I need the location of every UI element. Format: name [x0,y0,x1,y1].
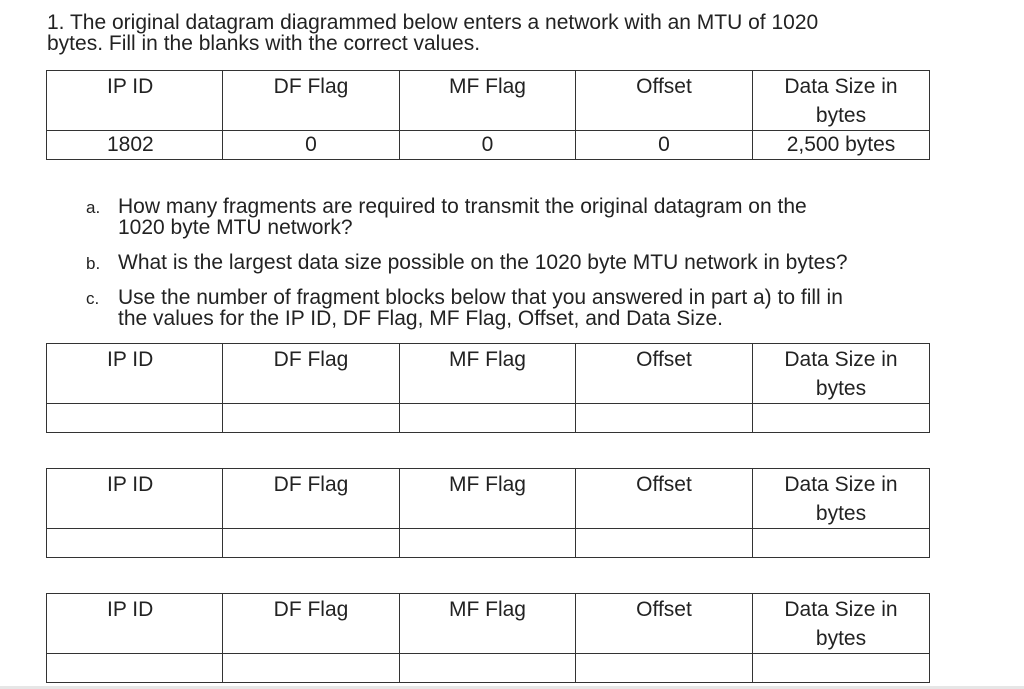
cell-mf-flag: 0 [400,131,576,160]
blank-mf-flag[interactable] [400,404,576,433]
blank-offset[interactable] [576,529,753,558]
header-data-size: Data Size in bytes [753,594,930,654]
blank-mf-flag[interactable] [400,529,576,558]
cell-ip-id: 1802 [47,131,223,160]
subquestion-b: b. What is the largest data size possible on the 1020 byte MTU network in bytes? [86,251,848,274]
blank-offset[interactable] [576,404,753,433]
blank-ip-id[interactable] [47,654,223,683]
subquestion-c: c. Use the number of fragment blocks below that you answered in part a) to fill in the values for the IP ID, DF Flag, MF Flag, Offset, and Data Size. [86,286,843,330]
header-offset: Offset [576,469,753,529]
header-mf-flag: MF Flag [400,344,576,404]
header-offset: Offset [576,344,753,404]
blank-data-size[interactable] [753,654,930,683]
header-data-size: Data Size in bytes [753,71,930,131]
original-datagram-table [46,70,930,160]
header-mf-flag: MF Flag [400,594,576,654]
question-title [47,12,1007,54]
header-mf-flag: MF Flag [400,71,576,131]
fragment-table-2 [46,468,930,558]
header-df-flag: DF Flag [223,344,400,404]
header-df-flag: DF Flag [223,594,400,654]
blank-df-flag[interactable] [223,654,400,683]
header-offset: Offset [576,71,753,131]
header-offset: Offset [576,594,753,654]
header-ip-id: IP ID [47,344,223,404]
blank-ip-id[interactable] [47,404,223,433]
blank-offset[interactable] [576,654,753,683]
fragment-table-3 [46,593,930,683]
question-line-2: bytes. Fill in the blanks with the correct values. [47,32,481,55]
blank-mf-flag[interactable] [400,654,576,683]
blank-data-size[interactable] [753,404,930,433]
blank-ip-id[interactable] [47,529,223,558]
cell-offset: 0 [576,131,753,160]
header-df-flag: DF Flag [223,71,400,131]
header-ip-id: IP ID [47,71,223,131]
cell-data-size: 2,500 bytes [753,131,930,160]
blank-data-size[interactable] [753,529,930,558]
blank-df-flag[interactable] [223,404,400,433]
header-df-flag: DF Flag [223,469,400,529]
header-ip-id: IP ID [47,594,223,654]
question-line-1: 1. The original datagram diagrammed below enters a network with an MTU of 1020 [47,11,819,34]
fragment-table-1 [46,343,930,433]
cell-df-flag: 0 [223,131,400,160]
header-data-size: Data Size in bytes [753,469,930,529]
header-mf-flag: MF Flag [400,469,576,529]
subquestion-a: a. How many fragments are required to transmit the original datagram on the 1020 byte MTU network? [86,195,807,239]
header-data-size: Data Size in bytes [753,344,930,404]
header-ip-id: IP ID [47,469,223,529]
blank-df-flag[interactable] [223,529,400,558]
